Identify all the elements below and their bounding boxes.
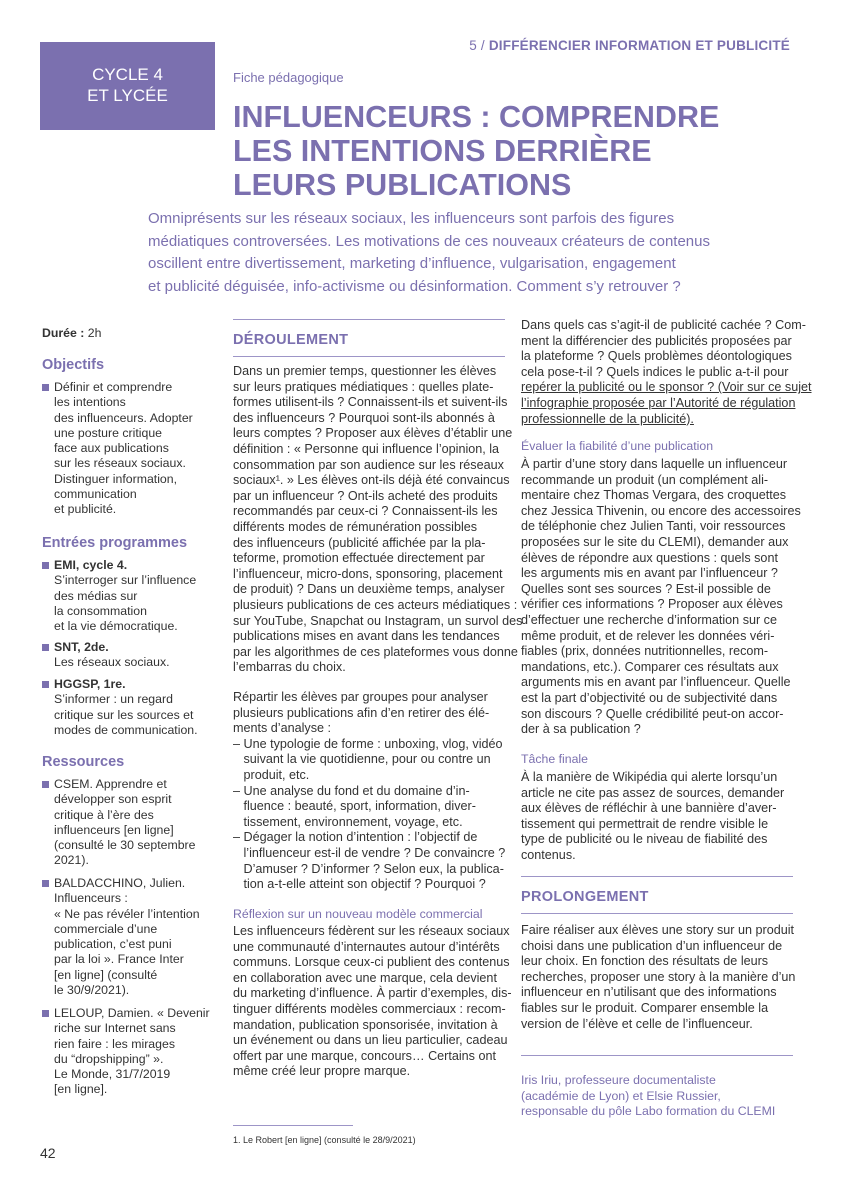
text-line: aux élèves de réfléchir à une bannière d’aver- <box>521 801 777 816</box>
col2-para2 <box>521 457 801 738</box>
text-line: type de publicité ou le niveau de fiabilité des <box>521 832 768 847</box>
bullet-square-icon <box>42 880 49 887</box>
resource-item <box>42 777 222 869</box>
programme-line: S’interroger sur l’influence <box>54 573 197 588</box>
text-line: même produit, et de relever les données véri- <box>521 628 775 643</box>
programme-line: S’informer : un regard <box>54 692 173 707</box>
objectives-list <box>42 380 222 518</box>
bullet-line: – Une analyse du fond et du domaine d’in- <box>233 783 470 798</box>
text-line: l’influenceur, micro-dons, sponsoring, placement <box>233 566 503 581</box>
text-line: recommande un produit (un complément ali- <box>521 472 769 487</box>
bullet-line: tissement, environnement, voyage, etc. <box>233 814 463 829</box>
text-line: fiables sur le produit. Comparer ensemble la <box>521 1000 769 1015</box>
programme-item <box>42 640 222 671</box>
text-line: définition : « Personne qui influence l’opinion, la <box>233 441 500 456</box>
text-line: article ne cite pas assez de sources, demander <box>521 785 785 800</box>
text-line: teforme, promotion effectuée directement par <box>233 551 485 566</box>
objective-line: une posture critique <box>54 425 163 440</box>
sheet-type: Fiche pédagogique <box>233 70 344 85</box>
objective-line: Définir et comprendre <box>54 380 173 394</box>
text-line: der à sa publication ? <box>521 722 641 737</box>
resources-heading: Ressources <box>42 754 125 770</box>
text-line: par un influenceur ? Ont-ils acheté des produits <box>233 488 498 503</box>
subheading-final-task: Tâche finale <box>521 752 588 766</box>
text-line: est la part d’objectivité ou de subjectivité dans <box>521 690 778 705</box>
link-line[interactable]: l’infographie proposée par l’Autorité de régulation <box>521 395 796 410</box>
intro-line: Omniprésents sur les réseaux sociaux, les influenceurs sont parfois des figures <box>148 210 675 227</box>
text-line: consommation par son audience sur les réseaux <box>233 457 504 472</box>
text-line: élèves de répondre aux questions : quels sont <box>521 550 778 565</box>
section-rule <box>521 913 793 914</box>
text-line: mentaire chez Thomas Vergara, des croquettes <box>521 488 787 503</box>
text-line: différents modes de rémunération possibles <box>233 519 478 534</box>
text-line: recommandés par ceux-ci ? Connaissent-ils les <box>233 504 498 519</box>
subheading-commercial-model: Réflexion sur un nouveau modèle commercial <box>233 907 483 921</box>
section-heading-prolongement: PROLONGEMENT <box>521 889 649 905</box>
text-line: sur YouTube, Snapchat ou Instagram, un survol des <box>233 613 523 628</box>
section-title: DIFFÉRENCIER INFORMATION ET PUBLICITÉ <box>488 38 790 53</box>
text-line: par les algorithmes de ces plateformes vous donne <box>233 644 518 659</box>
resource-line: Influenceurs : <box>54 891 128 906</box>
resource-line: LELOUP, Damien. « Devenir <box>54 1006 210 1020</box>
text-line: un événement ou dans un lieu particulier, cadeau <box>233 1033 508 1048</box>
text-line: Faire réaliser aux élèves une story sur un produit <box>521 923 794 937</box>
subheading-reliability: Évaluer la fiabilité d’une publication <box>521 439 714 453</box>
resource-line: publication, c’est puni <box>54 937 172 952</box>
link-line[interactable]: de téléphonie chez Julien Tanti, voir ressources <box>521 519 786 534</box>
text-line: communs. Lorsque ceux-ci publient des contenus <box>233 955 510 970</box>
text-line: chez Jessica Thivenin, ou encore des accessoires <box>521 503 801 518</box>
bullet-square-icon <box>42 1010 49 1017</box>
duration-label: Durée : <box>42 326 85 340</box>
resource-line: « Ne pas révéler l’intention <box>54 906 200 921</box>
cycle-line-2: ET LYCÉE <box>87 86 168 105</box>
programme-line: et la vie démocratique. <box>54 619 178 634</box>
bullet-line: – Une typologie de forme : unboxing, vlog, vidéo <box>233 736 503 751</box>
author-line: Iris Iriu, professeure documentaliste <box>521 1073 716 1087</box>
text-line: contenus. <box>521 847 576 862</box>
objective-line: les intentions <box>54 395 126 410</box>
text-line: sociaux¹. » Les élèves ont-ils déjà été convaincus <box>233 473 510 488</box>
text-line: plusieurs publications afin d’en retirer des élé- <box>233 705 490 720</box>
text-line: ment la différencier des publicités proposées par <box>521 333 792 348</box>
text-line: en collaboration avec une marque, cela devient <box>233 970 497 985</box>
text-line: son discours ? Quelle crédibilité peut-on accor- <box>521 706 784 721</box>
programme-item <box>42 558 222 634</box>
text-line: des influenceurs (publicité affichée par la pla- <box>233 535 486 550</box>
resource-line: commerciale d’une <box>54 921 158 936</box>
programme-line: la consommation <box>54 603 147 618</box>
text-line: l’embarras du choix. <box>233 660 346 675</box>
resource-line: CSEM. Apprendre et <box>54 777 167 791</box>
programme-line: des médias sur <box>54 588 138 603</box>
text-line: la plateforme ? Quels problèmes déontologiques <box>521 349 792 364</box>
text-line: arguments mis en avant par l’influenceur. Quelle <box>521 675 791 690</box>
programme-line: modes de communication. <box>54 722 198 737</box>
col1-para3 <box>233 924 512 1080</box>
text-line: formes utilisent-ils ? Connaissent-ils et suivent-ils <box>233 395 508 410</box>
text-line: tissement qui permettrait de rendre visible le <box>521 816 769 831</box>
text-line: leur choix. En fonction des résultats de leurs <box>521 954 769 969</box>
col1-para2 <box>233 690 505 893</box>
section-rule <box>521 876 793 877</box>
objectives-heading: Objectifs <box>42 357 105 373</box>
text-line: du marketing d’influence. À partir d’exemples, dis- <box>233 986 512 1001</box>
text-line: sur leurs pratiques médiatiques : quelles plate- <box>233 379 494 394</box>
text-line: publications mises en avant dans les tendances <box>233 629 500 644</box>
resource-line: (consulté le 30 septembre <box>54 838 196 853</box>
text-line: recherches, proposer une story à la manière d’un <box>521 969 796 984</box>
resource-line: riche sur Internet sans <box>54 1021 176 1036</box>
section-header <box>450 38 790 53</box>
text-line: tinguer différents modèles commerciaux : recom- <box>233 1001 506 1016</box>
duration <box>42 326 101 341</box>
resource-line: développer son esprit <box>54 792 172 807</box>
programme-title: HGGSP, 1re. <box>54 677 126 691</box>
text-line: mandations, etc.). Comparer ces résultats aux <box>521 659 779 674</box>
resource-line: BALDACCHINO, Julien. <box>54 876 186 890</box>
text-line: offert par une marque, concours… Certains ont <box>233 1048 496 1063</box>
resource-line: rien faire : les mirages <box>54 1036 175 1051</box>
bullet-line: l’influenceur est-il de vendre ? De convaincre ? <box>233 845 506 860</box>
intro-line: médiatiques controversées. Les motivations de ces nouveaux créateurs de contenus <box>148 232 710 250</box>
page-number: 42 <box>40 1145 56 1161</box>
text-line: influenceur en n’utilisant que des informations <box>521 985 777 1000</box>
resource-line: par la loi ». France Inter <box>54 952 184 967</box>
footnote: 1. Le Robert [en ligne] (consulté le 28/9/2021) <box>233 1135 416 1145</box>
text-line: plusieurs publications de ces acteurs médiatiques : <box>233 597 518 612</box>
programme-item <box>42 677 222 738</box>
bullet-square-icon <box>42 681 49 688</box>
authors <box>521 1073 791 1120</box>
resource-item <box>42 1006 222 1098</box>
objectives-text <box>42 380 222 518</box>
bullet-square-icon <box>42 781 49 788</box>
text-line: Les influenceurs fédèrent sur les réseaux sociaux <box>233 924 510 938</box>
author-line: responsable du pôle Labo formation du CLEMI <box>521 1104 776 1118</box>
text-line: leurs comptes ? Proposer aux élèves d’établir une <box>233 426 513 441</box>
text-line: version de l’élève et celle de l’influenceur. <box>521 1016 753 1031</box>
page-title <box>233 100 753 202</box>
section-rule <box>233 319 505 320</box>
text-line: Dans un premier temps, questionner les élèves <box>233 364 497 378</box>
link-line[interactable]: repérer la publicité ou le sponsor ? (Voir sur ce sujet <box>521 380 812 395</box>
text-line: de produit) ? Dans un deuxième temps, analyser <box>233 582 505 597</box>
section-heading-deroulement: DÉROULEMENT <box>233 332 349 348</box>
bullet-square-icon <box>42 562 49 569</box>
text-line: même créé leur propre marque. <box>233 1064 411 1079</box>
text-line: mandation, publication sponsorisée, invitation à <box>233 1017 498 1032</box>
objective-line: sur les réseaux sociaux. <box>54 456 186 471</box>
resource-link-line[interactable]: influenceurs [en ligne] <box>54 822 174 837</box>
text-line: cela pose-t-il ? Quels indices le public a-t-il pour <box>521 364 789 379</box>
objective-line: et publicité. <box>54 502 117 517</box>
link-line[interactable]: proposées sur le site du CLEMI), demander aux <box>521 534 789 549</box>
bullet-line: tion a-t-elle atteint son objectif ? Pourquoi ? <box>233 877 486 892</box>
col2-para3 <box>521 770 793 864</box>
text-line: fiables (prix, données nutritionnelles, recom- <box>521 644 769 659</box>
programme-line: Les réseaux sociaux. <box>54 655 170 670</box>
col2-para4 <box>521 923 796 1032</box>
text-line: d’effectuer une recherche d’information sur ce <box>521 612 777 627</box>
objective-line: des influenceurs. Adopter <box>54 410 193 425</box>
objective-line: communication <box>54 487 137 502</box>
programme-line: critique sur les sources et <box>54 707 194 722</box>
resource-link-line[interactable]: [en ligne]. <box>54 1082 108 1097</box>
text-line: ments d’analyse : <box>233 721 332 736</box>
bullet-line: D’amuser ? D’informer ? Selon eux, la publica- <box>233 861 504 876</box>
text-line: vérifier ces informations ? Proposer aux élèves <box>521 597 783 612</box>
resource-line: le 30/9/2021). <box>54 983 130 998</box>
link-line[interactable]: professionnelle de la publicité). <box>521 411 694 426</box>
title-line: LEURS PUBLICATIONS <box>233 168 572 202</box>
intro-paragraph <box>148 208 778 298</box>
resource-item <box>42 876 222 998</box>
resource-line: Le Monde, 31/7/2019 <box>54 1067 171 1082</box>
bullet-line: fluence : beauté, sport, information, diver- <box>233 799 476 814</box>
col2-para1 <box>521 318 812 427</box>
cycle-line-1: CYCLE 4 <box>92 65 163 84</box>
bullet-square-icon <box>42 384 49 391</box>
footnote-rule <box>233 1125 353 1126</box>
resource-line: du “dropshipping” ». <box>54 1051 164 1066</box>
col1-para1 <box>233 364 523 676</box>
text-line: Dans quels cas s’agit-il de publicité cachée ? Com- <box>521 318 806 332</box>
programme-title: EMI, cycle 4. <box>54 558 128 572</box>
section-number: 5 / <box>469 38 485 53</box>
text-line: Quelles sont ses sources ? Est-il possible de <box>521 581 771 596</box>
text-line: une communauté d’internautes autour d’intérêts <box>233 939 500 954</box>
programmes-heading: Entrées programmes <box>42 535 188 551</box>
bullet-line: – Dégager la notion d’intention : l’objectif de <box>233 830 478 845</box>
duration-value: 2h <box>87 326 102 340</box>
title-line: LES INTENTIONS DERRIÈRE <box>233 134 652 168</box>
text-line: À la manière de Wikipédia qui alerte lorsqu’un <box>521 770 778 784</box>
bullet-line: suivant la vie quotidienne, pour ou contre un <box>233 752 491 767</box>
resource-link-line[interactable]: [en ligne] (consulté <box>54 967 158 982</box>
bullet-line: produit, etc. <box>233 767 310 782</box>
resource-line: 2021). <box>54 853 89 868</box>
objective-line: face aux publications <box>54 441 169 456</box>
authors-rule <box>521 1055 793 1056</box>
cycle-badge <box>40 42 215 130</box>
resource-line: critique à l’ère des <box>54 807 154 822</box>
section-rule <box>233 356 505 357</box>
intro-line: et publicité déguisée, info-activisme ou désinformation. Comment s’y retrouver ? <box>148 277 681 295</box>
intro-line: oscillent entre divertissement, marketing d’influence, vulgarisation, engagement <box>148 255 676 272</box>
text-line: choisi dans une publication d’un influenceur de <box>521 938 783 953</box>
author-line: (académie de Lyon) et Elsie Russier, <box>521 1088 721 1103</box>
text-line: Répartir les élèves par groupes pour analyser <box>233 690 488 704</box>
text-line: les arguments mis en avant par l’influenceur ? <box>521 566 778 581</box>
programme-title: SNT, 2de. <box>54 640 109 654</box>
bullet-square-icon <box>42 644 49 651</box>
title-line: INFLUENCEURS : COMPRENDRE <box>233 100 720 134</box>
text-line: À partir d’une story dans laquelle un influenceur <box>521 457 788 471</box>
objective-line: Distinguer information, <box>54 471 178 486</box>
text-line: des influenceurs ? Pourquoi sont-ils abonnés à <box>233 410 495 425</box>
